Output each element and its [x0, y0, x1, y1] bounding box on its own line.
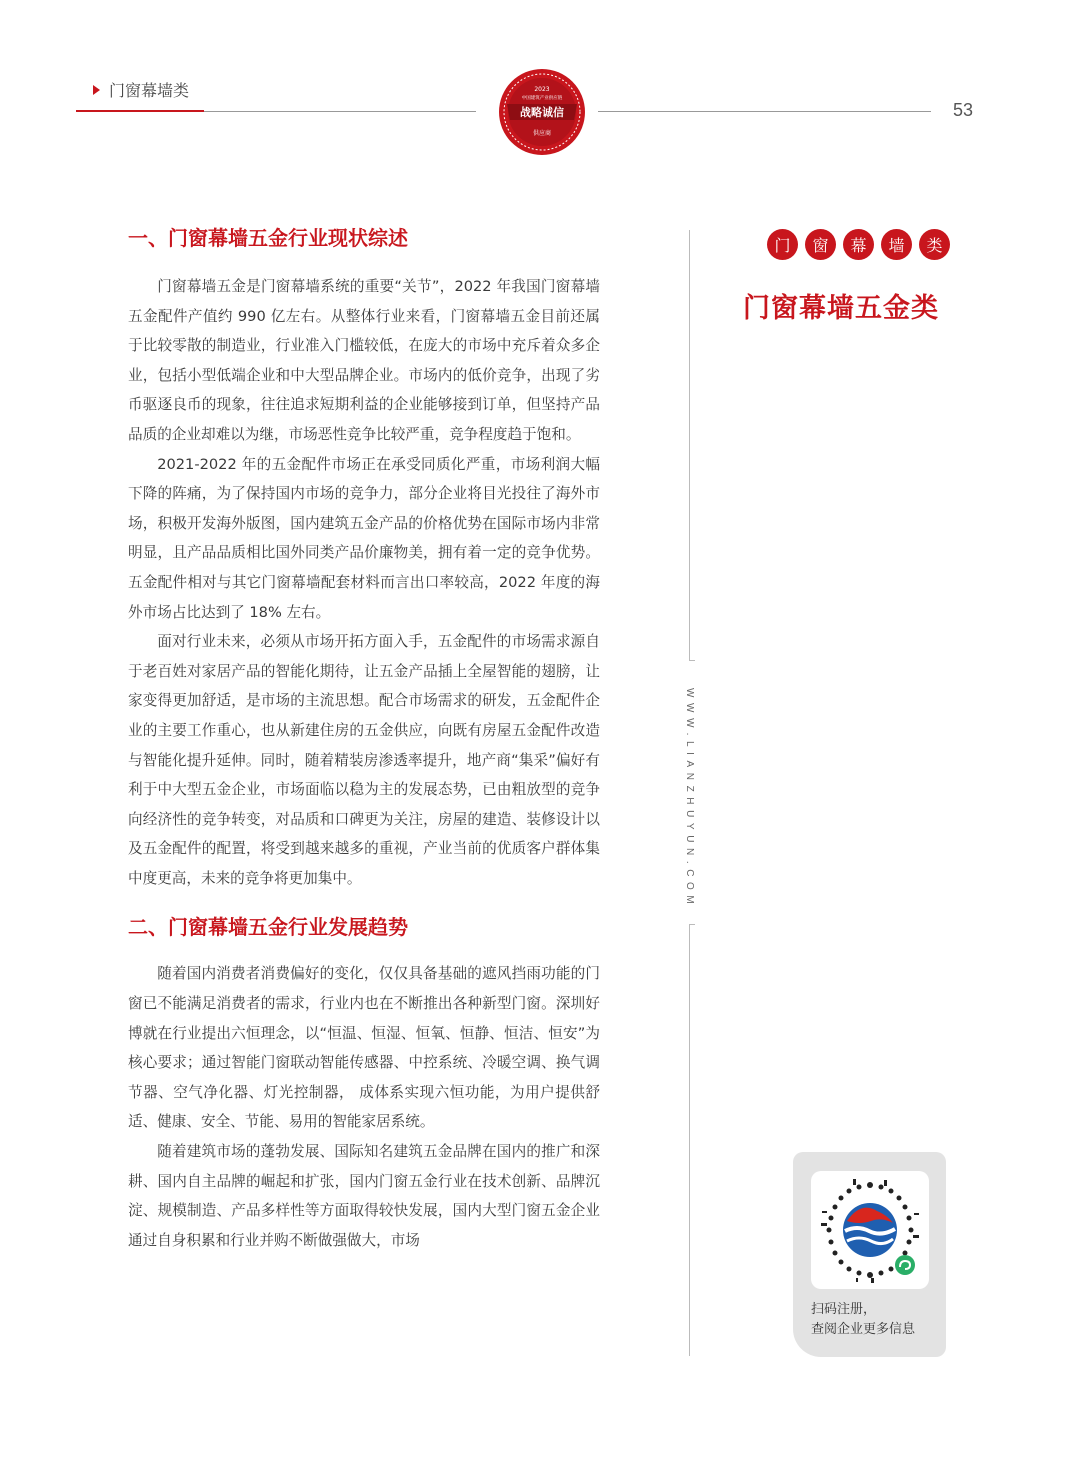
qr-caption-line-1: 扫码注册，	[811, 1302, 877, 1317]
heading-overview: 一、门窗幕墙五金行业现状综述	[128, 226, 408, 250]
main-content	[128, 224, 600, 1255]
category-char: 门	[767, 229, 798, 260]
header-rule-left	[204, 111, 476, 112]
category-char: 类	[919, 229, 950, 260]
section-label: 门窗幕墙类	[109, 81, 190, 100]
triangle-icon	[93, 85, 100, 95]
website-url[interactable]: WWW.LIANZHUYUN.COM	[684, 688, 695, 910]
category-badges	[767, 229, 950, 260]
seal-main-text: 战略诚信	[520, 106, 564, 119]
heading-trends: 二、门窗幕墙五金行业发展趋势	[128, 915, 408, 940]
header-rule-accent	[76, 110, 204, 112]
seal-year: 2023	[534, 86, 550, 93]
seal-bottom-text: 供应商	[532, 130, 552, 137]
paragraph-5: 随着建筑市场的蓬勃发展、国际知名建筑五金品牌在国内的推广和深耕、国内自主品牌的崛起和扩张，国内门窗五金行业在技术创新、品牌沉淀、规模制造、产品多样性等方面取得较快发展，国内大型门窗五金企业通过自身积累和行业并购不断做强做大，市场	[128, 1143, 600, 1249]
category-char: 窗	[805, 229, 836, 260]
category-title: 门窗幕墙五金类	[743, 293, 939, 324]
qr-caption-line-2: 查阅企业更多信息	[811, 1322, 916, 1337]
qr-caption	[811, 1300, 915, 1340]
seal-top-text: 中国建筑产业供应链	[521, 96, 563, 101]
mini-program-qr-icon[interactable]	[811, 1171, 929, 1289]
category-char: 墙	[881, 229, 912, 260]
category-char: 幕	[843, 229, 874, 260]
award-seal-icon	[492, 68, 592, 156]
section-header	[93, 78, 189, 101]
qr-card[interactable]	[793, 1152, 946, 1357]
paragraph-2: 2021-2022 年的五金配件市场正在承受同质化严重，市场利润大幅下降的阵痛，为了保持国内市场的竞争力，部分企业将目光投往了海外市场，积极开发海外版图，国内建筑五金产品的价格优势在国际市场内非常明显，且产品品质相比国外同类产品价廉物美，拥有着一定的竞争优势。五金配件相对与其它门窗幕墙配套材料而言出口率较高，2022 年度的海外市场占比达到了 18% 左右。	[128, 455, 600, 621]
page-number: 53	[953, 100, 974, 120]
header-rule-right	[598, 111, 931, 112]
paragraph-3: 面对行业未来，必须从市场开拓方面入手，五金配件的市场需求源自于老百姓对家居产品的智能化期待，让五金产品插上全屋智能的翅膀，让家变得更加舒适，是市场的主流思想。配合市场需求的研发，五金配件企业的主要工作重心，也从新建住房的五金供应，向既有房屋五金配件改造与智能化提升延伸。同时，随着精装房渗透率提升，地产商“集采”偏好有利于中大型五金企业，市场面临以稳为主的发展态势，已由粗放型的竞争向经济性的竞争转变，对品质和口碑更为关注，房屋的建造、装修设计以及五金配件的配置，将受到越来越多的重视，产业当前的优质客户群体集中度更高，未来的竞争将更加集中。	[128, 633, 600, 887]
divider-tick	[689, 660, 695, 661]
divider-line-bottom	[689, 924, 690, 1356]
paragraph-1: 门窗幕墙五金是门窗幕墙系统的重要“关节”，2022 年我国门窗幕墙五金配件产值约 990 亿左右。从整体行业来看，门窗幕墙五金目前还属于比较零散的制造业，行业准入门槛较低，在庞大的市场中充斥着众多企业，包括小型低端企业和中大型品牌企业。市场内的低价竞争，出现了劣币驱逐良币的现象，往往追求短期利益的企业能够接到订单，但坚持产品品质的企业却难以为继，市场恶性竞争比较严重，竞争程度趋于饱和。	[128, 278, 600, 443]
paragraph-4: 随着国内消费者消费偏好的变化，仅仅具备基础的遮风挡雨功能的门窗已不能满足消费者的需求，行业内也在不断推出各种新型门窗。深圳好博就在行业提出六恒理念，以“恒温、恒湿、恒氧、恒静、恒洁、恒安”为核心要求；通过智能门窗联动智能传感器、中控系统、冷暖空调、换气调节器、空气净化器、灯光控制器， 成体系实现六恒功能，为用户提供舒适、健康、安全、节能、易用的智能家居系统。	[128, 965, 600, 1131]
divider-line-top	[689, 230, 690, 660]
